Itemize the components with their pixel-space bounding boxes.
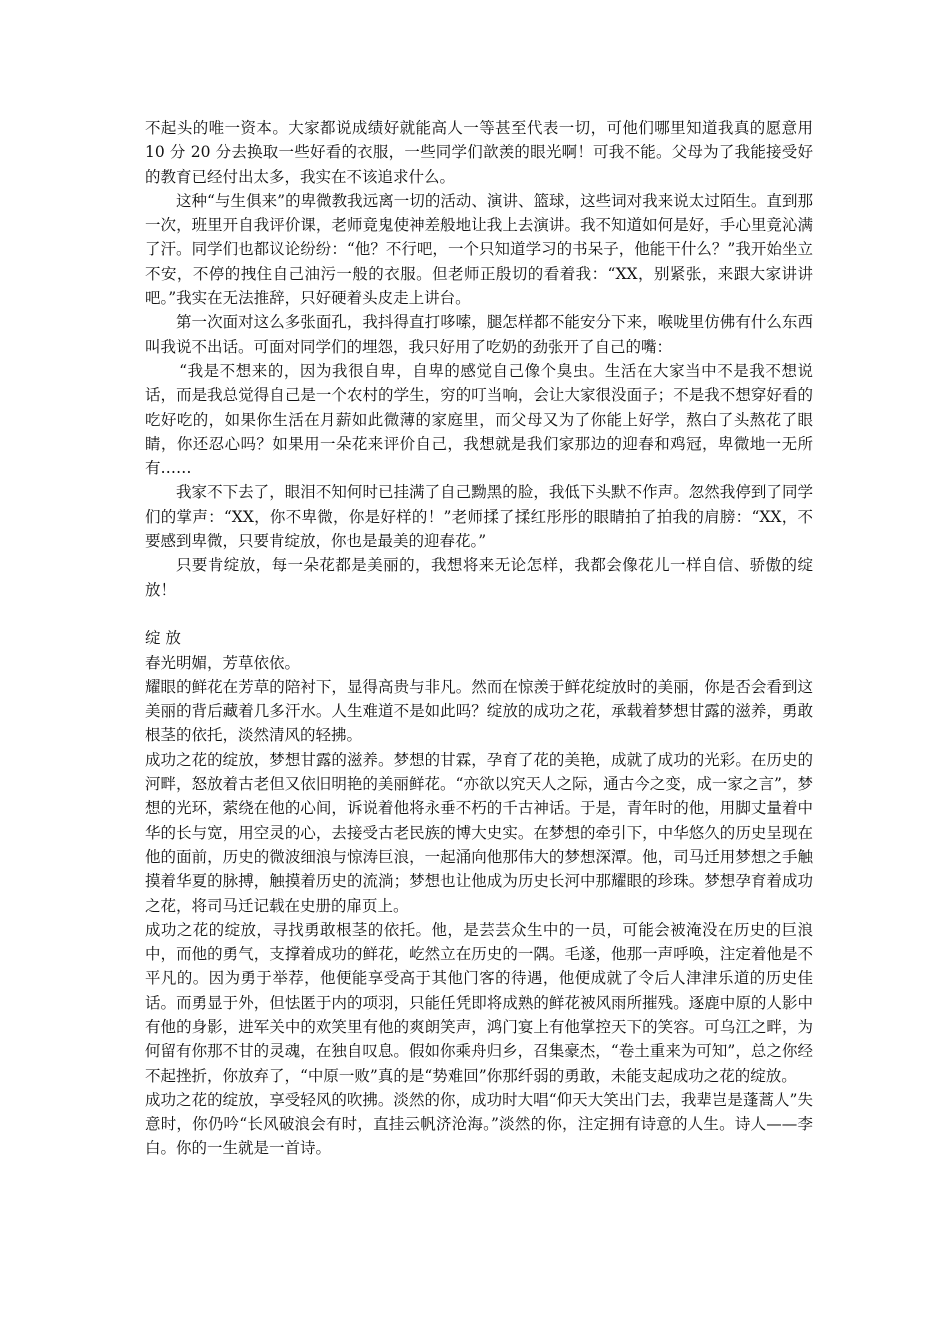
essay1-paragraph-5: 我家不下去了，眼泪不知何时已挂满了自己黝黑的脸，我低下头默不作声。忽然我停到了同学们的掌声：“XX，你不卑微，你是好样的！”老师揉了揉红彤彤的眼睛拍了拍我的肩膀：“XX，不要感到卑微，只要肯绽放，你也是最美的迎春花。” [145, 483, 813, 551]
essay2-title: 绽 放 [145, 629, 181, 648]
essay1-paragraph-6: 只要肯绽放，每一朵花都是美丽的，我想将来无论怎样，我都会像花儿一样自信、骄傲的绽放！ [145, 556, 813, 599]
essay2-paragraph-1: 春光明媚，芳草依依。 [145, 653, 301, 672]
essay2-paragraph-4: 成功之花的绽放，寻找勇敢根茎的依托。他，是芸芸众生中的一员，可能会被淹没在历史的巨浪中，而他的勇气，支撑着成功的鲜花，屹然立在历史的一隅。毛遂，他那一声呼唤，注定着他是不平凡的。因为勇于举荐，他便能享受高于其他门客的待遇，他便成就了令后人津津乐道的历史佳话。而勇显于外，但怯匿于内的项羽，只能任凭即将成熟的鲜花被风雨所摧残。逐鹿中原的人影中有他的身影，进军关中的欢笑里有他的爽朗笑声，鸿门宴上有他掌控天下的笑容。可乌江之畔，为何留有你那不甘的灵魂，在独自叹息。假如你乘舟归乡，召集豪杰，“卷土重来为可知”，总之你经不起挫折，你放弃了，“中原一败”真的是“势难回”你那纤弱的勇敢，未能支起成功之花的绽放。 [145, 920, 813, 1085]
document-body [145, 116, 813, 1161]
section-spacer [145, 602, 813, 626]
essay1-paragraph-4: “我是不想来的，因为我很自卑，自卑的感觉自己像个臭虫。生活在大家当中不是我不想说话，而是我总觉得自己是一个农村的学生，穷的叮当响，会让大家很没面子；不是我不想穿好看的吃好吃的，如果你生活在月薪如此微薄的家庭里，而父母又为了你能上好学，熬白了头熬花了眼睛，你还忍心吗？如果用一朵花来评价自己，我想就是我们家那边的迎春和鸡冠，卑微地一无所有…… [145, 361, 813, 478]
essay1-paragraph-1: 不起头的唯一资本。大家都说成绩好就能高人一等甚至代表一切，可他们哪里知道我真的愿意用 10 分 20 分去换取一些好看的衣服，一些同学们歆羡的眼光啊！可我不能。父母为了我能接受好的教育已经付出太多，我实在不该追求什么。 [145, 119, 813, 186]
essay1-paragraph-3: 第一次面对这么多张面孔，我抖得直打哆嗦，腿怎样都不能安分下来，喉咙里仿佛有什么东西叫我说不出话。可面对同学们的埋怨，我只好用了吃奶的劲张开了自己的嘴： [145, 313, 813, 356]
essay2-paragraph-3: 成功之花的绽放，梦想甘露的滋养。梦想的甘霖，孕育了花的美艳，成就了成功的光彩。在历史的河畔，怒放着古老但又依旧明艳的美丽鲜花。“亦欲以究天人之际，通古今之变，成一家之言”，梦想的光环，萦绕在他的心间，诉说着他将永垂不朽的千古神话。于是，青年时的他，用脚丈量着中华的长与宽，用空灵的心，去接受古老民族的博大史实。在梦想的牵引下，中华悠久的历史呈现在他的面前，历史的微波细浪与惊涛巨浪，一起涌向他那伟大的梦想深潭。他，司马迁用梦想之手触摸着华夏的脉搏，触摸着历史的流淌；梦想也让他成为历史长河中那耀眼的珍珠。梦想孕育着成功之花，将司马迁记载在史册的扉页上。 [145, 750, 813, 915]
essay2-paragraph-5: 成功之花的绽放，享受轻风的吹拂。淡然的你，成功时大唱“仰天大笑出门去，我辈岂是蓬蒿人”失意时，你仍吟“长风破浪会有时，直挂云帆济沧海。”淡然的你，注定拥有诗意的人生。诗人——李白。你的一生就是一首诗。 [145, 1090, 813, 1158]
essay1-paragraph-2: 这种“与生俱来”的卑微教我远离一切的活动、演讲、篮球，这些词对我来说太过陌生。直到那一次，班里开自我评价课，老师竟鬼使神差般地让我上去演讲。我不知道如何是好，手心里竟沁满了汗。同学们也都议论纷纷：“他？不行吧，一个只知道学习的书呆子，他能干什么？”我开始坐立不安，不停的拽住自己油污一般的衣服。但老师正殷切的看着我：“XX，别紧张，来跟大家讲讲吧。”我实在无法推辞，只好硬着头皮走上讲台。 [145, 191, 813, 308]
essay2-paragraph-2: 耀眼的鲜花在芳草的陪衬下，显得高贵与非凡。然而在惊羡于鲜花绽放时的美丽，你是否会看到这美丽的背后藏着几多汗水。人生难道不是如此吗？绽放的成功之花，承载着梦想甘露的滋养，勇敢根茎的依托，淡然清风的轻拂。 [145, 677, 813, 745]
